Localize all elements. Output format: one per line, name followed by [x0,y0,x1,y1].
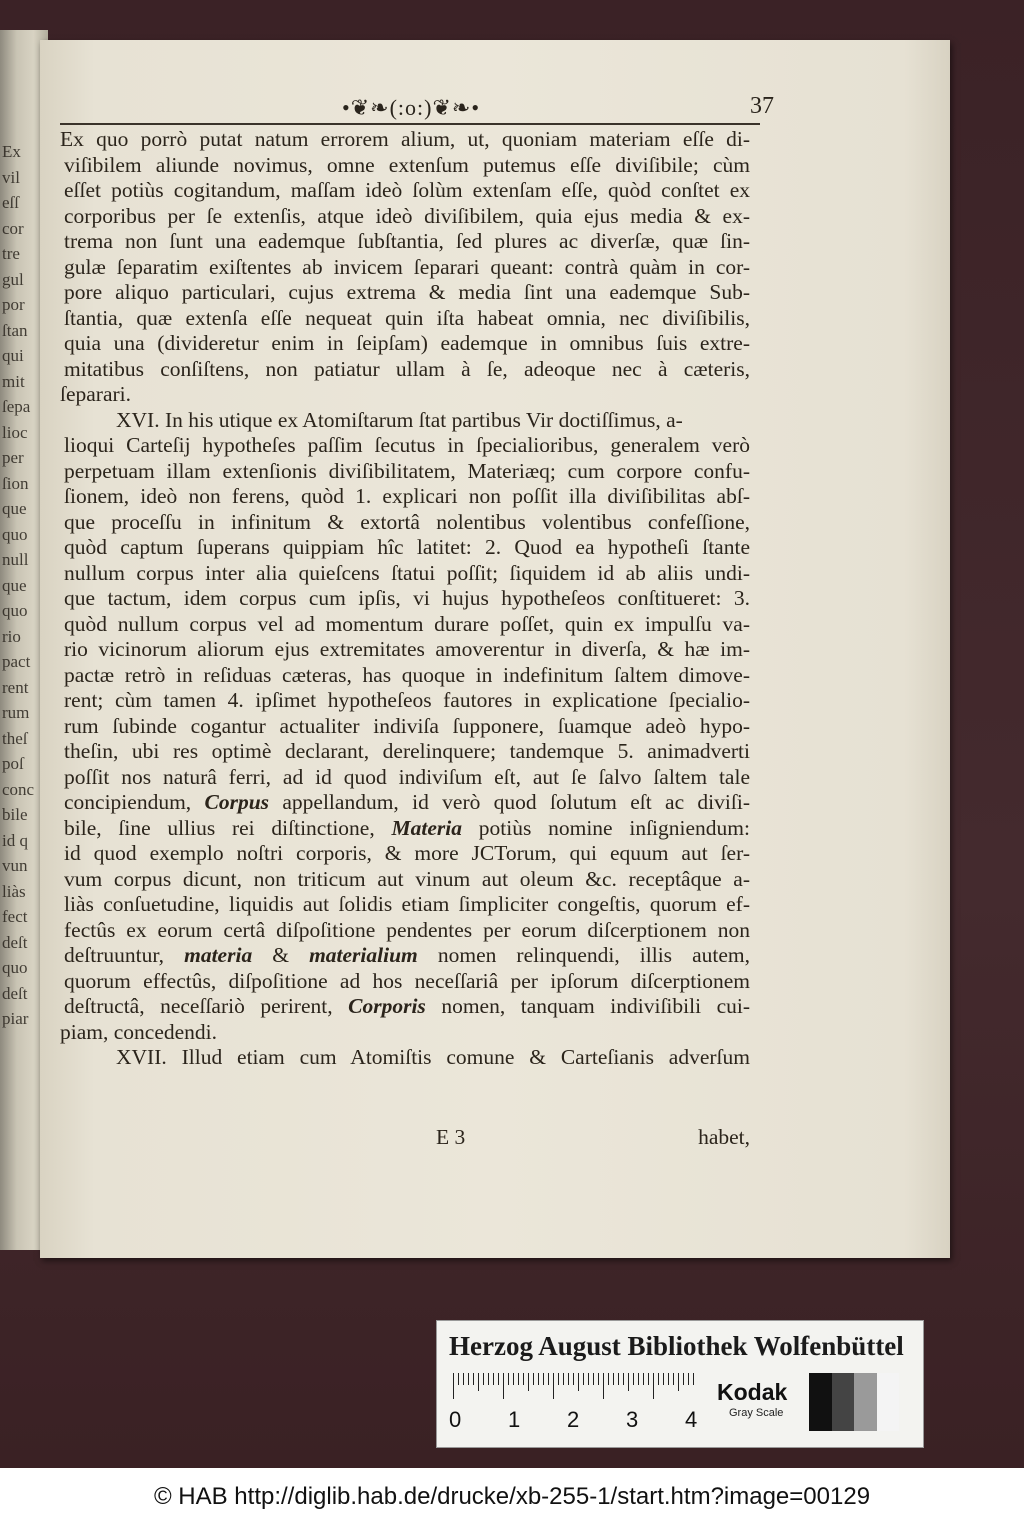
header-rule [60,123,760,125]
text-line: pore aliquo particulari, cujus extrema & media ſint una eademque Sub- [64,280,750,304]
text-segment: bile, ſine ullius rei diſtinctione, [64,815,392,840]
previous-page-fragment: bile [2,805,28,824]
previous-page-fragment: rent [2,677,29,697]
ruler-tick [503,1373,504,1399]
body-text [60,127,750,1071]
text-line: poſſit nos naturâ ferri, ad id quod indiviſum eſt, aut ſe ſalvo ſaltem tale [64,764,750,789]
previous-page-fragment: ſepa [2,397,31,416]
text-line: que proceſſu in infinitum & extortâ nolentibus volentibus confeſſione, [64,509,750,534]
ruler-tick [633,1373,634,1385]
ruler-tick [628,1373,629,1391]
ruler-tick [668,1373,669,1385]
ruler-tick [598,1373,599,1385]
text-line: quorum effectûs, diſpoſitione ad hos neceſſariâ per ipſorum diſcerptionem [64,968,750,993]
ruler-tick [498,1373,499,1385]
text-line: quòd nullum corpus vel ad momentum durare poſſet, quin ex impulſu va- [64,611,750,636]
ruler-tick [553,1373,554,1399]
ruler-tick [473,1373,474,1385]
ruler-tick [538,1373,539,1385]
ruler-tick [613,1373,614,1385]
text-segment: concipiendum, [64,790,205,814]
signature-line [60,1125,750,1151]
text-line: mitatibus conſiſtens, non patiatur ullam à ſe, adeoque nec à cæteris, [64,356,750,381]
ruler-tick [653,1373,654,1399]
ruler-number: 2 [567,1407,580,1432]
book-page [40,40,950,1258]
text-segment: deſtructâ, neceſſariò perirent, [64,994,349,1018]
previous-page-fragment: quo [2,958,28,977]
scale-ruler [453,1373,703,1399]
previous-page-fragment: tre [2,244,20,263]
gray-swatch [809,1373,832,1431]
text-line: id quod exemplo noſtri corporis, & more JCTorum, qui equum aut ſer- [64,841,750,865]
text-segment: nomen, tanquam indiviſibili cui- [425,994,751,1018]
text-line: quia una (divideretur enim in ſeipſam) eademque in omnibus ſuis extre- [64,331,750,355]
ruler-number: 0 [449,1407,462,1432]
ruler-tick [488,1373,489,1385]
previous-page-fragment: Ex [2,142,21,161]
emphasis-text: Corpus [204,790,270,814]
text-line: quòd captum ſuperans quippiam hîc latitet: 2. Quod ea hypotheſi ſtante [64,535,750,559]
text-line: lioqui Carteſij hypotheſes paſſim ſecutus in ſpecialioribus, generalem verò [64,433,750,457]
previous-page-fragment: que [2,575,27,595]
text-line: ſtantia, quæ extenſa eſſe nequeat quin iſta habeat omnia, nec diviſibilis, [64,305,750,330]
ruler-tick [478,1373,479,1391]
ruler-tick [463,1373,464,1385]
ruler-tick [648,1373,649,1385]
ruler-tick [638,1373,639,1385]
previous-page-fragment: eſſ [2,193,19,212]
ruler-tick [588,1373,589,1385]
emphasis-text: Materia [391,815,462,840]
gray-swatches [809,1373,899,1431]
emphasis-text: materialium [309,943,418,967]
previous-page-fragment: qui [2,346,24,365]
header-ornament [60,93,774,121]
ruler-number: 1 [508,1407,521,1432]
ruler-tick [688,1373,689,1385]
text-line: nullum corpus inter alia quieſcens ſtatui poſſit; ſiquidem id ab aliis undi- [64,560,750,585]
ruler-tick [493,1373,494,1385]
ruler-tick [533,1373,534,1385]
text-line [60,816,750,842]
text-segment: potiùs nomine inſigniendum: [461,815,750,840]
ruler-number: 3 [626,1407,639,1432]
previous-page-fragment: conc [2,779,35,799]
text-line: viſibilem aliunde novimus, omne extenſum putemus eſſe diviſibile; cùm [64,152,750,177]
text-segment: & [252,943,310,967]
ruler-tick [693,1373,694,1385]
ruler-tick [568,1373,569,1385]
gray-swatch [877,1373,900,1431]
text-line: eſſet potiùs cogitandum, maſſam ideò ſolùm extenſam eſſe, quòd conſtet ex [64,178,750,202]
text-line: rent; cùm tamen 4. ipſimet hypotheſeos fautores in explicatione ſpecialio- [64,688,750,712]
gray-scale-label: Gray Scale [729,1407,784,1419]
library-name: Herzog August Bibliothek Wolfenbüttel [449,1331,904,1361]
previous-page-fragment: que [2,499,27,518]
ruler-tick [548,1373,549,1385]
ruler-tick [458,1373,459,1385]
previous-page-fragment: vun [2,856,28,875]
signature-mark: E 3 [436,1125,466,1149]
text-line: Ex quo porrò putat natum errorem alium, ut, quoniam materiam eſſe di- [60,127,750,151]
previous-page-fragment: id q [2,830,28,850]
previous-page-fragment: deſt [2,932,28,952]
previous-page-fragment: rio [2,626,21,646]
ruler-tick [618,1373,619,1385]
text-segment: appellandum, id verò quod ſolutum eſt ac diviſi- [269,790,750,814]
catchword: habet, [698,1125,750,1149]
ruler-tick [528,1373,529,1391]
copyright-footer: © HAB http://diglib.hab.de/drucke/xb-255-1/start.htm?image=00129 [0,1468,1024,1525]
text-line: fectûs ex eorum certâ diſpoſitione pendentes per eorum diſcerptionem non [64,917,750,942]
text-line: gulæ ſeparatim exiſtentes ab invicem ſeparari queant: contrà quàm in cor- [64,254,750,279]
previous-page-fragment: rum [2,703,30,722]
previous-page-fragment: theſ [2,728,28,748]
text-line: perpetuam illam extenſionis diviſibilitatem, Materiæq; cum corpore confu- [64,458,750,483]
text-line: XVI. In his utique ex Atomiſtarum ſtat partibus Vir doctiſſimus, a- [116,407,683,432]
ruler-tick [583,1373,584,1385]
ruler-tick [558,1373,559,1385]
ruler-tick [658,1373,659,1385]
previous-page-fragment: por [2,295,25,314]
ruler-number: 4 [685,1407,698,1432]
ruler-tick [523,1373,524,1385]
ruler-tick [483,1373,484,1385]
page-number: 37 [750,93,774,119]
ruler-tick [603,1373,604,1399]
previous-page-fragment: null [2,550,29,569]
text-line: que tactum, idem corpus cum ipſis, vi hujus hypotheſeos conſtitueret: 3. [64,586,750,610]
ruler-tick [453,1373,454,1399]
ruler-tick [663,1373,664,1385]
text-line: ſeparari. [60,382,132,406]
ruler-tick [513,1373,514,1385]
previous-page-fragment: fect [2,907,28,926]
text-line: ſionem, ideò non ferens, quòd 1. explicari non poſſit illa diviſibilitas abſ- [64,484,750,508]
previous-page-fragment: liàs [2,881,26,901]
text-line: rum ſubinde cogantur actualiter indiviſa ſupponere, ſuamque adeò hypo- [64,713,750,738]
previous-page-fragment: quo [2,601,28,620]
text-line: pactæ retrò in reſiduas cæteras, has quoque in indefinitum ſaltem dimove- [64,662,750,687]
text-line [60,943,750,969]
ruler-numbers [449,1407,709,1437]
previous-page-fragment: quo [2,524,28,544]
ornament-glyphs: •❦❧(:o:)❦❧• [342,95,481,120]
previous-page-fragment: lioc [2,422,28,442]
ruler-tick [563,1373,564,1385]
ruler-tick [623,1373,624,1385]
text-line: rio vicinorum aliorum ejus extremitates amoverentur in diverſa, & hæ im- [64,637,750,661]
text-segment: nomen relinquendi, illis autem, [417,943,750,967]
ruler-tick [643,1373,644,1385]
previous-page-fragment: pact [2,652,31,671]
ruler-tick [673,1373,674,1385]
previous-page-fragment: per [2,448,24,467]
previous-page-fragment: vil [2,167,20,187]
gray-swatch [854,1373,877,1431]
ruler-tick [573,1373,574,1385]
ruler-tick [543,1373,544,1385]
gray-swatch [832,1373,855,1431]
kodak-logo: Kodak [717,1379,788,1405]
previous-page-fragment: poſ [2,754,24,773]
text-line [60,994,750,1020]
text-line: corporibus per ſe extenſis, atque ideò diviſibilem, quia ejus media & ex- [64,203,750,228]
previous-page-fragment: ſtan [2,320,28,340]
ruler-tick [593,1373,594,1385]
text-line [60,790,750,816]
text-line: liàs conſuetudine, liquidis aut ſolidis etiam ſimpliciter congeſtis, quorum ef- [64,892,750,916]
previous-page-fragment: mit [2,371,25,391]
ruler-tick [518,1373,519,1385]
emphasis-text: materia [184,943,253,967]
previous-page-fragment: ſion [2,473,29,493]
ruler-tick [468,1373,469,1385]
ruler-tick [678,1373,679,1391]
ruler-tick [508,1373,509,1385]
emphasis-text: Corporis [348,994,426,1018]
previous-page-fragment: cor [2,218,24,238]
text-line: XVII. Illud etiam cum Atomiſtis comune & Carteſianis adverſum [116,1045,750,1069]
text-line: theſin, ubi res optimè declarant, derelinquere; tandemque 5. animadverti [64,739,750,763]
ruler-tick [578,1373,579,1391]
previous-page-fragment: piar [2,1009,29,1028]
text-line: piam, concedendi. [60,1019,218,1044]
ruler-tick [608,1373,609,1385]
text-line: trema non ſunt una eademque ſubſtantia, ſed plures ac diverſæ, quæ ſin- [64,229,750,253]
ruler-tick [683,1373,684,1385]
previous-page-fragment: gul [2,269,24,289]
previous-page-fragment: deſt [2,983,28,1003]
text-segment: deſtruuntur, [64,943,185,967]
text-line: vum corpus dicunt, non triticum aut vinum aut oleum &c. receptâque a- [64,866,750,891]
color-calibration-target [436,1320,924,1448]
